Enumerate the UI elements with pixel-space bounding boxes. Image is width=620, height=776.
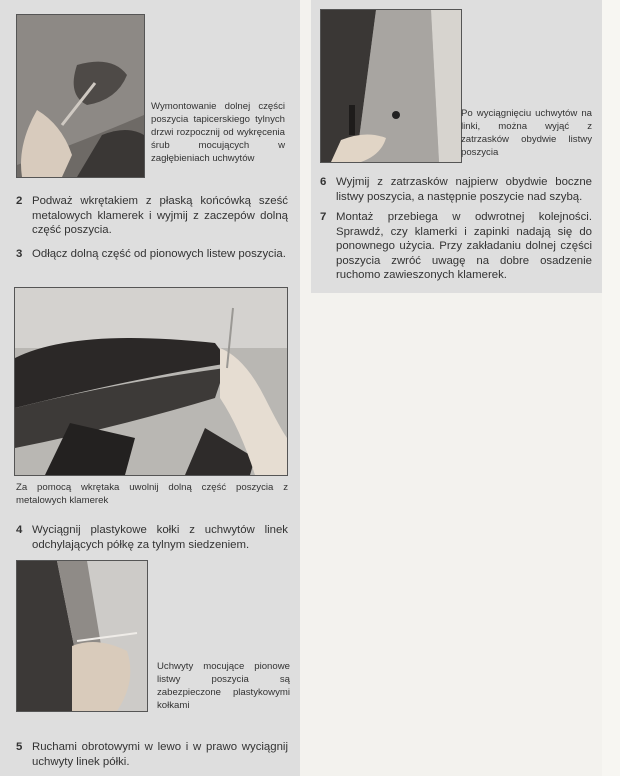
photo-side-trim-clips [16, 560, 148, 712]
step-number: 6 [320, 176, 327, 188]
left-column [0, 0, 300, 776]
step-text: Wyciągnij plastykowe kołki z uchwytów linek odchylających półkę za tylnym siedzeniem. [32, 524, 288, 551]
step-number: 5 [16, 741, 23, 753]
step-3 [16, 247, 288, 262]
step-number: 7 [320, 211, 327, 223]
step-6 [320, 175, 592, 204]
page-edge [602, 0, 620, 776]
photo-strap-holders [320, 9, 462, 163]
photo-tailgate-panel [14, 287, 288, 476]
right-column [311, 0, 602, 293]
step-number: 4 [16, 524, 23, 536]
caption-2: Za pomocą wkrętaka uwolnij dolną część poszycia z metalowych klamerek [16, 482, 288, 506]
caption-4: Po wyciągnięciu uchwytów na linki, można wyjąć z zatrzasków obydwie listwy poszycia [461, 108, 592, 158]
caption-3: Uchwyty mocujące pionowe listwy poszycia są zabezpieczone plastykowymi kołkami [157, 661, 290, 711]
step-number: 2 [16, 195, 23, 207]
step-text: Odłącz dolną część od pionowych listew poszycia. [32, 248, 286, 260]
photo-door-panel-screws [16, 14, 145, 178]
step-text: Wyjmij z zatrzasków najpierw obydwie boczne listwy poszycia, a następnie poszycie nad szybą. [336, 176, 592, 203]
step-text: Ruchami obrotowymi w lewo i w prawo wyciągnij uchwyty linek półki. [32, 741, 288, 768]
step-7 [320, 210, 592, 283]
step-2 [16, 194, 288, 238]
step-5 [16, 740, 288, 769]
step-4 [16, 523, 288, 552]
step-text: Podważ wkrętakiem z płaską końcówką sześć metalowych klamerek i wyjmij z zaczepów dolną część poszycia. [32, 195, 288, 236]
caption-1: Wymontowanie dolnej części poszycia tapicerskiego tylnych drzwi rozpocznij od wykręcenia śrub mocujących w zagłębieniach uchwytów [151, 101, 285, 164]
step-text: Montaż przebiega w odwrotnej kolejności. Sprawdź, czy klamerki i zapinki nadają się do ponownego użycia. Przy zakładaniu dolnej części poszycia zwróć uwagę na dobre osadzenie ruchomo zawieszonych klamerek. [336, 211, 592, 281]
step-number: 3 [16, 248, 23, 260]
